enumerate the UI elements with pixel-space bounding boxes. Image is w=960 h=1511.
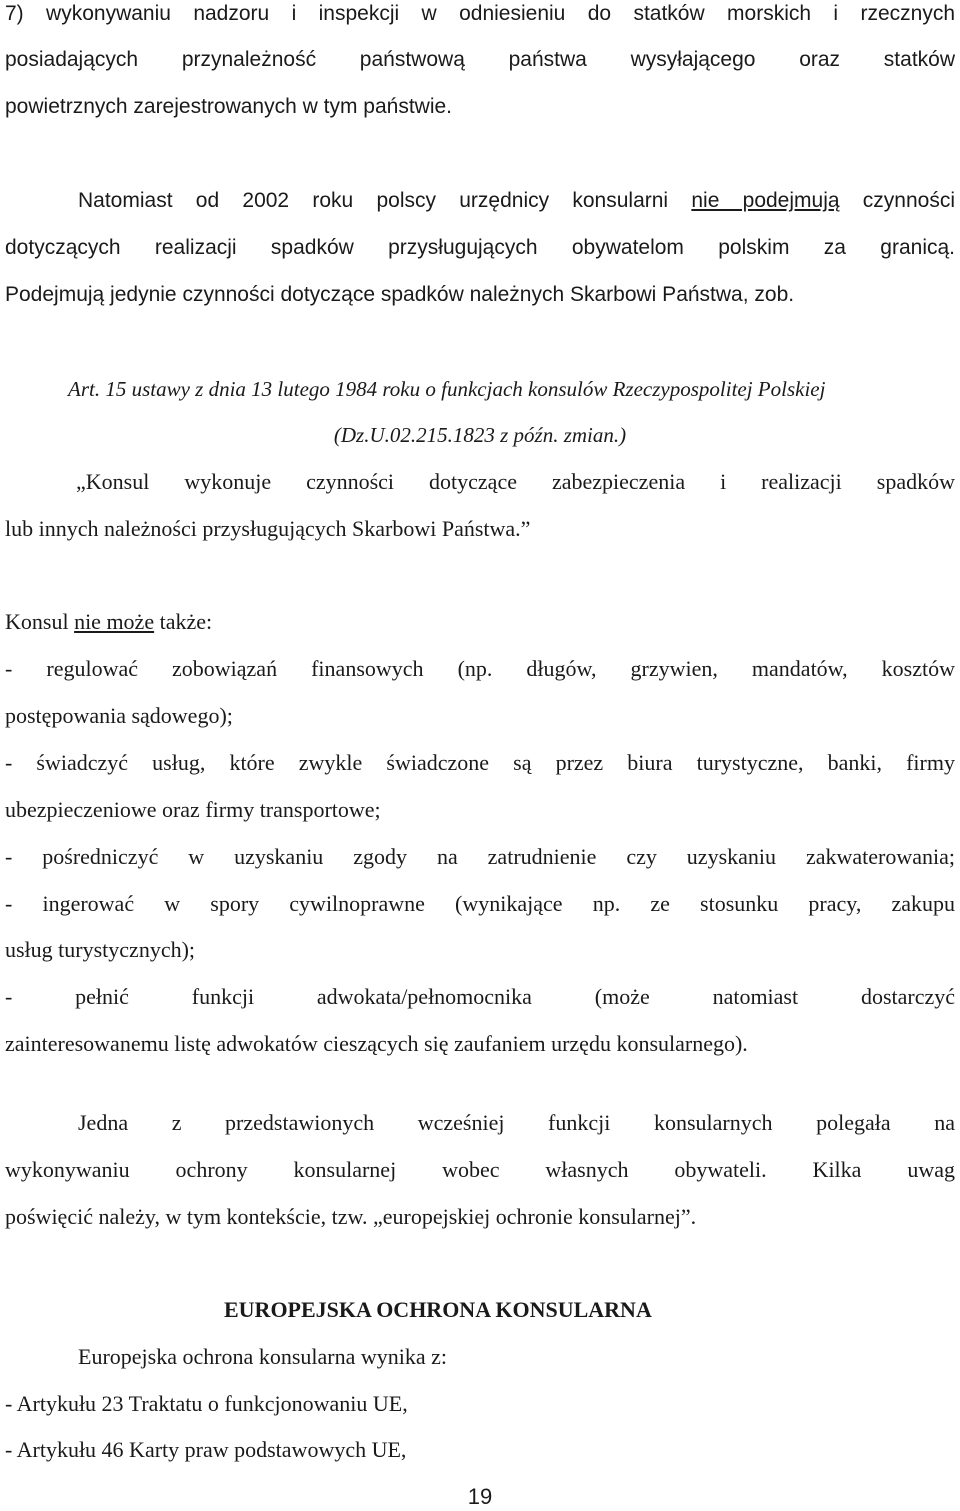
list-heading	[5, 608, 955, 636]
underlined-text: nie może	[74, 609, 155, 634]
text-line: powietrznych zarejestrowanych w tym państwie.	[5, 95, 453, 118]
text-line: Podejmują jedynie czynności dotyczące spadków należnych Skarbowi Państwa, zob.	[5, 283, 795, 306]
list-item: - świadczyć usług, które zwykle świadczone są przez biura turystyczne, banki, firmy	[5, 750, 955, 775]
list-item: - ingerować w spory cywilnoprawne (wynikające np. ze stosunku pracy, zakupu	[5, 891, 955, 916]
section-heading: EUROPEJSKA OCHRONA KONSULARNA	[224, 1297, 652, 1322]
quote-line: lub innych należności przysługujących Skarbowi Państwa.”	[5, 516, 531, 541]
text-line: 7) wykonywaniu nadzoru i inspekcji w odniesieniu do statków morskich i rzecznych	[5, 2, 955, 25]
text-line: posiadających przynależność państwową państwa wysyłającego oraz statków	[5, 48, 955, 71]
text-span: Natomiast od 2002 roku polscy urzędnicy konsularni	[78, 189, 692, 212]
list-item-continuation: zainteresowanemu listę adwokatów cieszących się zaufaniem urzędu konsularnego).	[5, 1031, 748, 1056]
paragraph-line: Europejska ochrona konsularna wynika z:	[78, 1344, 447, 1369]
page-number: 19	[467, 1484, 493, 1509]
list-item: - pośredniczyć w uzyskaniu zgody na zatrudnienie czy uzyskaniu zakwaterowania;	[5, 844, 955, 869]
list-item: - pełnić funkcji adwokata/pełnomocnika (może natomiast dostarczyć	[5, 984, 955, 1009]
paragraph-line	[78, 187, 955, 215]
text-span: czynności	[839, 189, 956, 212]
list-item: - regulować zobowiązań finansowych (np. długów, grzywien, mandatów, kosztów	[5, 656, 955, 681]
paragraph-line: wykonywaniu ochrony konsularnej wobec własnych obywateli. Kilka uwag	[5, 1157, 955, 1182]
list-item-continuation: postępowania sądowego);	[5, 703, 233, 728]
list-item: - Artykułu 23 Traktatu o funkcjonowaniu UE,	[5, 1391, 408, 1416]
list-item-continuation: usług turystycznych);	[5, 937, 196, 962]
text-line: dotyczących realizacji spadków przysługujących obywatelom polskim za granicą.	[5, 236, 955, 259]
underlined-text: nie podejmują	[691, 189, 840, 212]
text-span: Konsul	[5, 609, 75, 634]
list-item: - Artykułu 46 Karty praw podstawowych UE,	[5, 1437, 407, 1462]
legal-citation: (Dz.U.02.215.1823 z późn. zmian.)	[333, 423, 627, 447]
paragraph-line: Jedna z przedstawionych wcześniej funkcji konsularnych polegała na	[78, 1110, 955, 1135]
legal-citation: Art. 15 ustawy z dnia 13 lutego 1984 roku o funkcjach konsulów Rzeczypospolitej Polskiej	[68, 377, 826, 401]
text-span: także:	[154, 609, 213, 634]
list-item-continuation: ubezpieczeniowe oraz firmy transportowe;	[5, 797, 381, 822]
quote-line: „Konsul wykonuje czynności dotyczące zabezpieczenia i realizacji spadków	[76, 469, 955, 494]
paragraph-line: poświęcić należy, w tym kontekście, tzw. „europejskiej ochronie konsularnej”.	[5, 1204, 697, 1229]
